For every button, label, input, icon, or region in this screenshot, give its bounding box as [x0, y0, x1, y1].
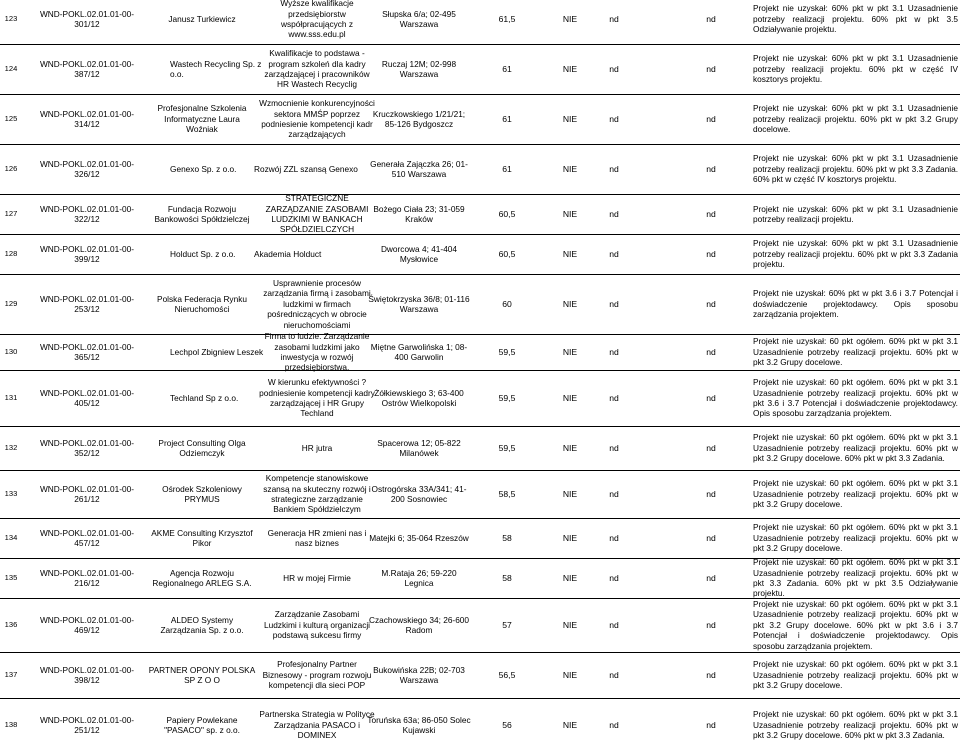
not-applicable-1: nd — [609, 532, 619, 543]
not-applicable-2: nd — [706, 488, 716, 499]
application-number: WND-POKL.02.01.01-00-405/12 — [39, 387, 135, 408]
application-number: WND-POKL.02.01.01-00-352/12 — [39, 437, 135, 458]
decision-status: NIE — [562, 532, 578, 543]
beneficiary-address: Dworcowa 4; 41-404 Mysłowice — [380, 243, 458, 264]
beneficiary-address: M.Rataja 26; 59-220 Legnica — [381, 567, 457, 588]
points-score: 56,5 — [498, 669, 516, 680]
beneficiary-name: Fundacja Rozwoju Bankowości Spółdzielczej — [154, 203, 250, 224]
not-applicable-1: nd — [609, 248, 619, 259]
row-number: 127 — [4, 208, 18, 218]
row-divider — [0, 370, 960, 371]
justification-text: Projekt nie uzyskał: 60 pkt ogółem. 60% pkt w pkt 3.1 Uzasadnienie potrzeby realizacji projektu. 60% pkt w pkt 3.2 Grupy docelowe. 60% pkt w pkt 3.3 Zadania. — [753, 709, 958, 741]
table-row — [0, 274, 960, 334]
beneficiary-name: Genexo Sp. z o.o. — [170, 163, 237, 174]
table-row — [0, 518, 960, 558]
row-number: 132 — [4, 442, 18, 452]
not-applicable-2: nd — [706, 248, 716, 259]
row-number: 134 — [4, 532, 18, 542]
beneficiary-name: Janusz Turkiewicz — [168, 13, 236, 24]
application-number: WND-POKL.02.01.01-00-314/12 — [39, 108, 135, 129]
justification-text: Projekt nie uzyskał: 60 pkt ogółem. 60% pkt w pkt 3.1 Uzasadnienie potrzeby realizacji projektu. 60% pkt w pkt 3.2 Grupy docelowe. — [753, 659, 958, 691]
row-number: 138 — [4, 719, 18, 729]
decision-status: NIE — [562, 572, 578, 583]
not-applicable-1: nd — [609, 572, 619, 583]
decision-status: NIE — [562, 346, 578, 357]
row-divider — [0, 144, 960, 145]
application-number: WND-POKL.02.01.01-00-365/12 — [39, 341, 135, 362]
not-applicable-2: nd — [706, 719, 716, 730]
row-divider — [0, 426, 960, 427]
row-divider — [0, 44, 960, 45]
beneficiary-name: Lechpol Zbigniew Leszek — [170, 346, 264, 357]
table-row — [0, 558, 960, 598]
row-number: 123 — [4, 13, 18, 23]
justification-text: Projekt nie uzyskał: 60 pkt ogółem. 60% pkt w pkt 3.1 Uzasadnienie potrzeby realizacji projektu. 60% pkt w pkt 3.2 Grupy docelowe. — [753, 478, 958, 510]
application-number: WND-POKL.02.01.01-00-387/12 — [39, 58, 135, 79]
not-applicable-2: nd — [706, 392, 716, 403]
not-applicable-2: nd — [706, 113, 716, 124]
beneficiary-address: Bukowińska 22B; 02-703 Warszawa — [373, 664, 465, 685]
row-number: 135 — [4, 572, 18, 582]
row-divider — [0, 234, 960, 235]
row-number: 131 — [4, 392, 18, 402]
justification-text: Projekt nie uzyskał: 60% pkt w pkt 3.1 Uzasadnienie potrzeby realizacji projektu. 60% pkt w pkt 3.2 Grupy docelowe. — [753, 103, 958, 135]
points-score: 61 — [502, 163, 512, 174]
beneficiary-name: ALDEO Systemy Zarządzania Sp. z o.o. — [160, 614, 244, 635]
not-applicable-2: nd — [706, 208, 716, 219]
beneficiary-name: Agencja Rozwoju Regionalnego ARLEG S.A. — [152, 567, 252, 588]
application-number: WND-POKL.02.01.01-00-216/12 — [39, 567, 135, 588]
beneficiary-name: Techland Sp z o.o. — [170, 392, 239, 403]
row-number: 137 — [4, 669, 18, 679]
table-row — [0, 234, 960, 274]
table-row — [0, 426, 960, 470]
project-title: STRATEGICZNE ZARZĄDZANIE ZASOBAMI LUDZKIMI W BANKACH SPÓŁDZIELCZYCH — [265, 193, 369, 235]
row-divider — [0, 698, 960, 699]
points-score: 61 — [502, 113, 512, 124]
row-divider — [0, 274, 960, 275]
not-applicable-1: nd — [609, 346, 619, 357]
row-divider — [0, 518, 960, 519]
not-applicable-2: nd — [706, 163, 716, 174]
points-score: 59,5 — [498, 392, 516, 403]
points-score: 57 — [502, 619, 512, 630]
project-title: Kompetencje stanowiskowe szansą na skuteczny rozwój i strategiczne zarządzanie Bankiem Spółdzielczym — [263, 473, 371, 515]
beneficiary-name: Polska Federacja Rynku Nieruchomości — [157, 293, 247, 314]
not-applicable-1: nd — [609, 298, 619, 309]
decision-status: NIE — [562, 13, 578, 24]
beneficiary-address: Czachowskiego 34; 26-600 Radom — [368, 614, 470, 635]
points-score: 58 — [502, 532, 512, 543]
decision-status: NIE — [562, 392, 578, 403]
row-number: 128 — [4, 248, 18, 258]
beneficiary-address: Miętne Garwolińska 1; 08-400 Garwolin — [370, 341, 468, 362]
decision-status: NIE — [562, 298, 578, 309]
row-number: 124 — [4, 63, 18, 73]
not-applicable-1: nd — [609, 163, 619, 174]
beneficiary-address: Kruczkowskiego 1/21/21; 85-126 Bydgoszcz — [372, 108, 466, 129]
decision-status: NIE — [562, 669, 578, 680]
not-applicable-1: nd — [609, 13, 619, 24]
not-applicable-1: nd — [609, 63, 619, 74]
not-applicable-1: nd — [609, 619, 619, 630]
project-title: Profesjonalny Partner Biznesowy - program rozwoju kompetencji dla sieci POP — [262, 659, 372, 691]
decision-status: NIE — [562, 442, 578, 453]
row-divider — [0, 558, 960, 559]
decision-status: NIE — [562, 619, 578, 630]
beneficiary-address: Toruńska 63a; 86-050 Solec Kujawski — [367, 714, 471, 735]
not-applicable-2: nd — [706, 669, 716, 680]
justification-text: Projekt nie uzyskał: 60% pkt w pkt 3.1 Uzasadnienie potrzeby realizacji projektu. — [753, 203, 958, 224]
table-row — [0, 470, 960, 518]
row-number: 126 — [4, 163, 18, 173]
points-score: 60,5 — [498, 208, 516, 219]
row-divider — [0, 470, 960, 471]
points-score: 58,5 — [498, 488, 516, 499]
table-row — [0, 698, 960, 752]
not-applicable-2: nd — [706, 63, 716, 74]
beneficiary-name: PARTNER OPONY POLSKA SP Z O O — [148, 664, 256, 685]
row-divider — [0, 94, 960, 95]
project-title: Zarządzanie Zasobami Ludzkimi i kulturą organizacji podstawą sukcesu firmy — [263, 609, 371, 641]
not-applicable-2: nd — [706, 619, 716, 630]
points-score: 61,5 — [498, 13, 516, 24]
application-number: WND-POKL.02.01.01-00-469/12 — [39, 614, 135, 635]
row-divider — [0, 194, 960, 195]
justification-text: Projekt nie uzyskał: 60% pkt w pkt 3.1 Uzasadnienie potrzeby realizacji projektu. 60% pkt w część IV kosztorys projektu. — [753, 53, 958, 85]
justification-text: Projekt nie uzyskał: 60% pkt w pkt 3.1 Uzasadnienie potrzeby realizacji projektu. 60% pkt w pkt 3.5 Odziaływanie projektu. — [753, 3, 958, 35]
project-title: Kwalifikacje to podstawa - program szkoleń dla kadry zarządzającej i pracowników HR Wastech Recyclig — [264, 48, 370, 90]
not-applicable-2: nd — [706, 13, 716, 24]
project-title: Generacja HR zmieni nas i nasz biznes — [267, 527, 367, 548]
row-number: 133 — [4, 488, 18, 498]
decision-status: NIE — [562, 208, 578, 219]
table-row — [0, 652, 960, 698]
row-number: 136 — [4, 619, 18, 629]
points-score: 61 — [502, 63, 512, 74]
decision-status: NIE — [562, 488, 578, 499]
justification-text: Projekt nie uzyskał: 60 pkt ogółem. 60% pkt w pkt 3.1 Uzasadnienie potrzeby realizacji projektu. 60% pkt w pkt 3.6 i 3.7 Potencjał i doświadczenie projektodawcy. Opis sposobu zarządzania projektem. — [753, 377, 958, 419]
application-number: WND-POKL.02.01.01-00-457/12 — [39, 527, 135, 548]
not-applicable-1: nd — [609, 669, 619, 680]
decision-status: NIE — [562, 163, 578, 174]
justification-text: Projekt nie uzyskał: 60% pkt w pkt 3.1 Uzasadnienie potrzeby realizacji projektu. 60% pkt w pkt 3.3 Zadania projektu. — [753, 238, 958, 270]
justification-text: Projekt nie uzyskał: 60 pkt ogółem. 60% pkt w pkt 3.1 Uzasadnienie potrzeby realizacji projektu. 60% pkt w pkt 3.2 Grupy docelowe. — [753, 522, 958, 554]
not-applicable-1: nd — [609, 488, 619, 499]
beneficiary-name: Papiery Powlekane "PASACO" sp. z o.o. — [164, 714, 240, 735]
row-number: 129 — [4, 298, 18, 308]
decision-status: NIE — [562, 248, 578, 259]
project-title: Partnerska Strategia w Polityce Zarządzania PASACO i DOMINEX — [259, 709, 375, 741]
application-number: WND-POKL.02.01.01-00-251/12 — [39, 714, 135, 735]
application-number: WND-POKL.02.01.01-00-253/12 — [39, 293, 135, 314]
project-title: HR jutra — [301, 442, 333, 453]
application-number: WND-POKL.02.01.01-00-399/12 — [39, 243, 135, 264]
project-title: Firma to ludzie. Zarządzanie zasobami ludzkimi jako inwestycja w rozwój przedsiębiorstwa. — [264, 331, 370, 373]
table-row — [0, 0, 960, 44]
not-applicable-2: nd — [706, 442, 716, 453]
project-title: Akademia Holduct — [254, 248, 322, 259]
table-row — [0, 331, 960, 373]
beneficiary-name: Profesjonalne Szkolenia Informatyczne Laura Woźniak — [157, 103, 247, 135]
project-title: Usprawnienie procesów zarządzania firmą i zasobami ludzkimi w firmach pośredniczących w obrocie nieruchomościami — [263, 277, 371, 330]
beneficiary-name: AKME Consulting Krzysztof Pikor — [151, 527, 253, 548]
points-score: 59,5 — [498, 346, 516, 357]
not-applicable-1: nd — [609, 719, 619, 730]
row-number: 130 — [4, 346, 18, 356]
beneficiary-address: Matejki 6; 35-064 Rzeszów — [369, 532, 469, 543]
beneficiary-address: Ostrogórska 33A/341; 41-200 Sosnowiec — [371, 483, 467, 504]
justification-text: Projekt nie uzyskał: 60 pkt ogółem. 60% pkt w pkt 3.1 Uzasadnienie potrzeby realizacji projektu. 60% pkt w pkt 3.2 Grupy docelowe. 60% pkt w pkt 3.6 i 3.7 Potencjał i doświadczenie projektodawcy. Opis sposobu zarządzania projektem. — [753, 598, 958, 651]
not-applicable-2: nd — [706, 346, 716, 357]
beneficiary-address: Słupska 6/a; 02-495 Warszawa — [382, 8, 456, 29]
project-title: Wyższe kwalifikacje przedsiębiorstw współpracujących z www.sss.edu.pl — [280, 0, 354, 40]
project-title: HR w mojej Firmie — [283, 572, 351, 583]
points-score: 59,5 — [498, 442, 516, 453]
not-applicable-1: nd — [609, 113, 619, 124]
row-number: 125 — [4, 113, 18, 123]
not-applicable-2: nd — [706, 572, 716, 583]
decision-status: NIE — [562, 719, 578, 730]
beneficiary-address: Bożego Ciała 23; 31-059 Kraków — [373, 203, 465, 224]
application-number: WND-POKL.02.01.01-00-301/12 — [39, 8, 135, 29]
not-applicable-2: nd — [706, 532, 716, 543]
justification-text: Projekt nie uzyskał: 60 pkt ogółem. 60% pkt w pkt 3.1 Uzasadnienie potrzeby realizacji projektu. 60% pkt w pkt 3.3 Zadania. 60% pkt w pkt 3.5 Odziaływanie projektu. — [753, 557, 958, 599]
application-number: WND-POKL.02.01.01-00-261/12 — [39, 483, 135, 504]
row-divider — [0, 598, 960, 599]
project-title: W kierunku efektywności ? podniesienie kompetencji kadry zarządzającej i HR Grupy Techland — [259, 377, 375, 419]
decision-status: NIE — [562, 113, 578, 124]
beneficiary-name: Ośrodek Szkoleniowy PRYMUS — [162, 483, 242, 504]
points-score: 60,5 — [498, 248, 516, 259]
beneficiary-address: Świętokrzyska 36/8; 01-116 Warszawa — [368, 293, 470, 314]
table-row — [0, 194, 960, 234]
table-row — [0, 94, 960, 144]
beneficiary-address: Spacerowa 12; 05-822 Milanówek — [377, 437, 461, 458]
row-divider — [0, 334, 960, 335]
points-score: 58 — [502, 572, 512, 583]
justification-text: Projekt nie uzyskał: 60% pkt w pkt 3.1 Uzasadnienie potrzeby realizacji projektu. 60% pkt w pkt 3.3 Zadania. 60% pkt w część IV kosztorys projektu. — [753, 153, 958, 185]
beneficiary-name: Project Consulting Olga Odziemczyk — [158, 437, 246, 458]
beneficiary-address: Generała Zajączka 26; 01-510 Warszawa — [370, 158, 468, 179]
table-row — [0, 44, 960, 94]
application-number: WND-POKL.02.01.01-00-326/12 — [39, 158, 135, 179]
not-applicable-2: nd — [706, 298, 716, 309]
points-score: 56 — [502, 719, 512, 730]
justification-text: Projekt nie uzyskał: 60% pkt w pkt 3.6 i 3.7 Potencjał i doświadczenie projektodawcy. Opis sposobu zarządzania projektem. — [753, 288, 958, 320]
justification-text: Projekt nie uzyskał: 60 pkt ogółem. 60% pkt w pkt 3.1 Uzasadnienie potrzeby realizacji projektu. 60% pkt w pkt 3.2 Grupy docelowe. 60% pkt w pkt 3.3 Zadania. — [753, 432, 958, 464]
points-score: 60 — [502, 298, 512, 309]
table-row — [0, 598, 960, 652]
not-applicable-1: nd — [609, 392, 619, 403]
decision-status: NIE — [562, 63, 578, 74]
row-divider — [0, 652, 960, 653]
not-applicable-1: nd — [609, 442, 619, 453]
beneficiary-address: Żółkiewskiego 3; 63-400 Ostrów Wielkopolski — [374, 387, 464, 408]
project-title: Rozwój ZZL szansą Genexo — [254, 163, 358, 174]
application-number: WND-POKL.02.01.01-00-398/12 — [39, 664, 135, 685]
application-number: WND-POKL.02.01.01-00-322/12 — [39, 203, 135, 224]
table-row — [0, 370, 960, 426]
justification-text: Projekt nie uzyskał: 60 pkt ogółem. 60% pkt w pkt 3.1 Uzasadnienie potrzeby realizacji projektu. 60% pkt w pkt 3.2 Grupy docelowe. — [753, 336, 958, 368]
beneficiary-name: Wastech Recycling Sp. z o.o. — [170, 58, 262, 79]
not-applicable-1: nd — [609, 208, 619, 219]
beneficiary-address: Ruczaj 12M; 02-998 Warszawa — [381, 58, 457, 79]
beneficiary-name: Holduct Sp. z o.o. — [170, 248, 236, 259]
project-title: Wzmocnienie konkurencyjności sektora MMŚP poprzez podniesienie kompetencji kadr zarządzających — [259, 98, 375, 140]
table-row — [0, 144, 960, 194]
